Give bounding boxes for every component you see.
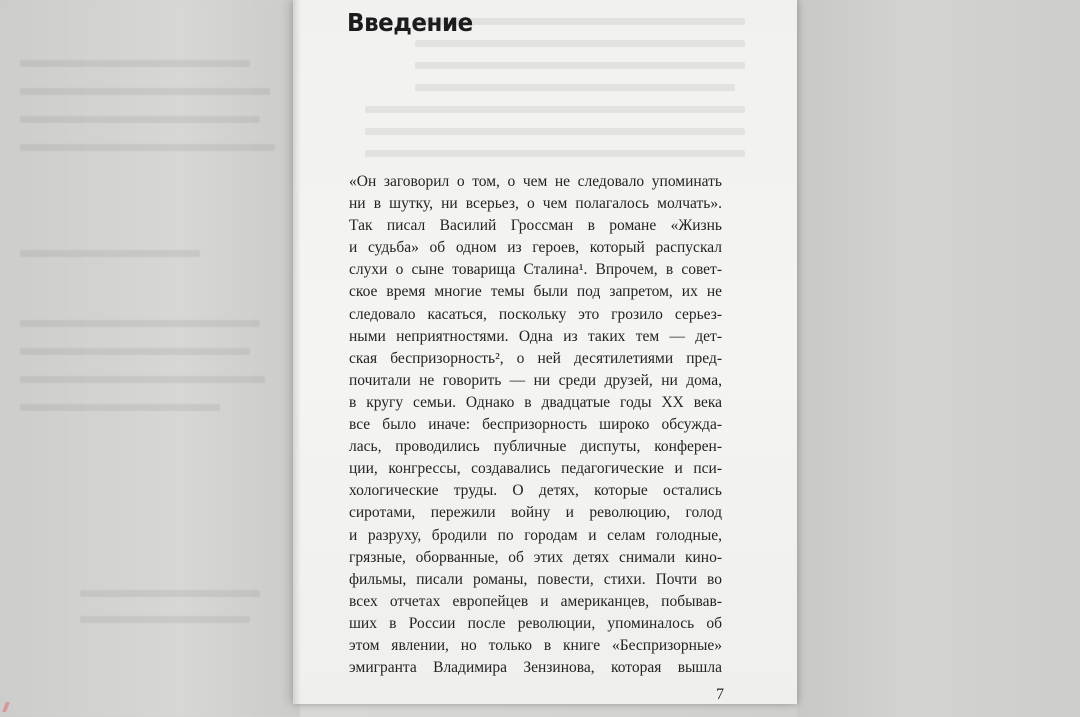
text-line: ции, конгрессы, создавались педагогические и пси-	[349, 460, 722, 478]
text-line: Так писал Василий Гроссман в романе «Жизнь	[349, 217, 722, 235]
text-line: следовало касаться, поскольку это грозило серьез-	[349, 305, 722, 323]
ghost-text-line	[80, 590, 260, 597]
text-line: ни в шутку, ни всерьез, о чем полагалось молчать».	[349, 195, 722, 213]
text-line: ская беспризорность², о ней десятилетиями пред-	[349, 349, 722, 367]
text-line: фильмы, писали романы, повести, стихи. Почти во	[349, 570, 722, 588]
ghost-text-line	[20, 60, 250, 67]
bleed-line	[415, 84, 735, 91]
ghost-text-line	[20, 348, 250, 355]
page-number: 7	[716, 686, 724, 703]
text-line: ными неприятностями. Одна из таких тем — дет-	[349, 327, 722, 345]
page-shadow-edge	[293, 0, 301, 704]
left-page-blurred	[0, 0, 300, 717]
text-line: почитали не говорить — ни среди друзей, ни дома,	[349, 371, 722, 389]
text-line: эмигранта Владимира Зензинова, которая вышла	[349, 659, 722, 677]
bleed-line	[415, 62, 745, 69]
ghost-text-line	[20, 116, 260, 123]
book-page	[293, 0, 797, 704]
text-line: ское время многие темы были под запретом, их не	[349, 283, 722, 301]
right-page-blurred	[797, 0, 1080, 717]
ghost-text-line	[20, 376, 265, 383]
text-line: грязные, оборванные, об этих детях снимали кино-	[349, 548, 722, 566]
ghost-text-line	[20, 320, 260, 327]
text-line: в кругу семьи. Однако в двадцатые годы XX века	[349, 393, 722, 411]
text-line: слухи о сыне товарища Сталина¹. Впрочем, в совет-	[349, 261, 722, 279]
text-line: «Он заговорил о том, о чем не следовало упоминать	[349, 173, 722, 190]
bleed-line	[415, 40, 745, 47]
bleed-line	[365, 106, 745, 113]
body-paragraph	[349, 171, 722, 679]
text-line: хологические труды. О детях, которые остались	[349, 482, 722, 500]
bleed-line	[365, 128, 745, 135]
text-line: всех отчетах европейцев и американцев, побывав-	[349, 592, 722, 610]
text-line: ших в России после революции, упоминалось об	[349, 614, 722, 632]
ghost-text-line	[20, 144, 275, 151]
text-line: и судьба» об одном из героев, который распускал	[349, 239, 722, 257]
ghost-text-line	[80, 616, 250, 623]
ghost-text-line	[20, 404, 220, 411]
text-line: этом явлении, но только в книге «Беспризорные»	[349, 636, 722, 654]
text-line: сиротами, пережили войну и революцию, голод	[349, 504, 722, 522]
text-line: все было иначе: беспризорность широко обсужда-	[349, 416, 722, 434]
ghost-text-line	[20, 88, 270, 95]
ghost-text-line	[20, 250, 200, 257]
bleed-line	[365, 150, 745, 157]
chapter-heading: Введение	[347, 8, 473, 37]
text-line: лась, проводились публичные диспуты, конферен-	[349, 438, 722, 456]
text-line: и разруху, бродили по городам и селам голодные,	[349, 526, 722, 544]
